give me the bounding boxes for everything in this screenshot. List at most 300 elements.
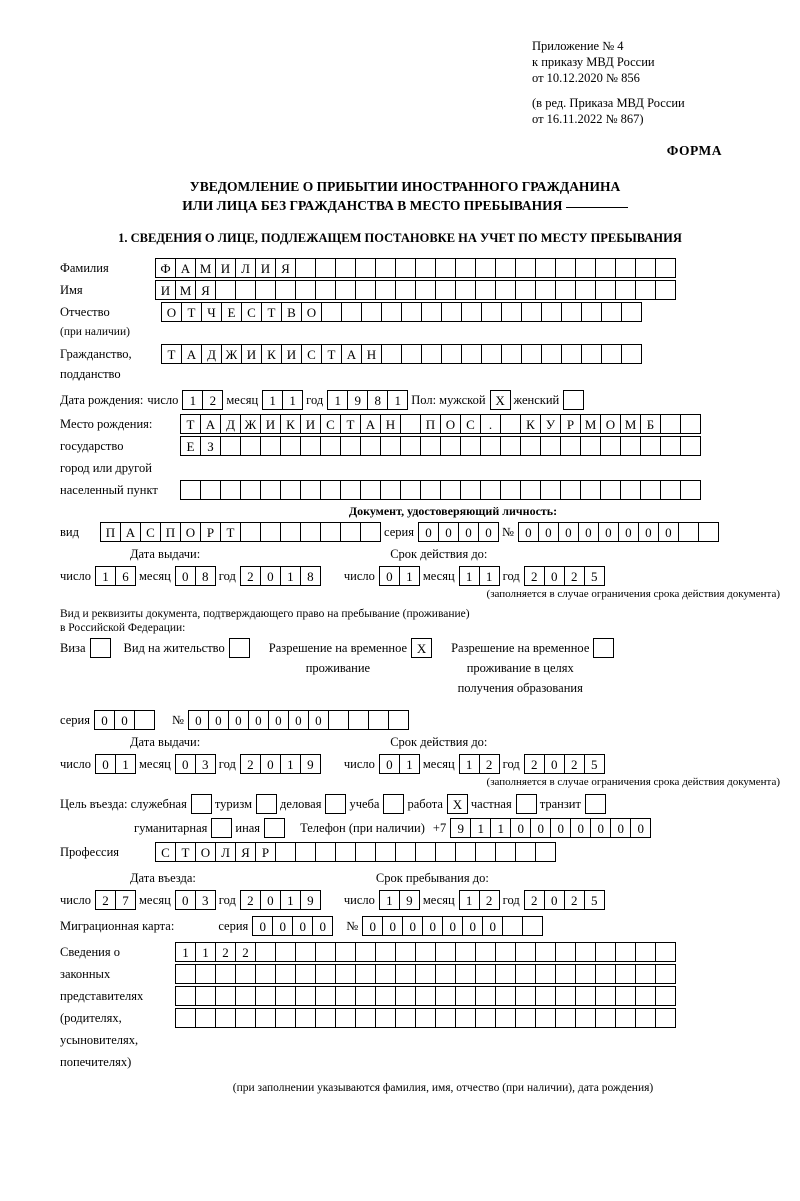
cell[interactable] [415, 964, 436, 984]
cell[interactable]: 1 [379, 890, 400, 910]
cell[interactable] [421, 302, 442, 322]
purpose-service-checkbox[interactable] [191, 794, 211, 814]
cell[interactable] [435, 1008, 456, 1028]
cell[interactable] [260, 522, 281, 542]
cell[interactable] [580, 480, 601, 500]
purpose-transit-checkbox[interactable] [585, 794, 605, 814]
cell[interactable]: 1 [387, 390, 408, 410]
cell[interactable]: 0 [248, 710, 269, 730]
cell[interactable] [680, 480, 701, 500]
cell[interactable] [295, 258, 316, 278]
cell[interactable]: 0 [188, 710, 209, 730]
cell[interactable] [320, 522, 341, 542]
cell[interactable] [515, 842, 536, 862]
cell[interactable]: 1 [282, 390, 303, 410]
doc-valid-day-input[interactable] [379, 566, 419, 586]
legal-rep-row-2[interactable] [175, 964, 675, 984]
cell[interactable]: Р [200, 522, 221, 542]
cell[interactable] [215, 986, 236, 1006]
cell[interactable]: 2 [240, 890, 261, 910]
cell[interactable]: 0 [638, 522, 659, 542]
cell[interactable]: 2 [240, 754, 261, 774]
cell[interactable] [335, 942, 356, 962]
cell[interactable] [620, 480, 641, 500]
cell[interactable] [415, 942, 436, 962]
cell[interactable]: Е [180, 436, 201, 456]
cell[interactable]: 0 [590, 818, 611, 838]
cell[interactable] [621, 344, 642, 364]
cell[interactable] [175, 1008, 196, 1028]
cell[interactable] [255, 1008, 276, 1028]
cell[interactable] [395, 1008, 416, 1028]
cell[interactable] [255, 942, 276, 962]
doc-valid-month-input[interactable] [459, 566, 499, 586]
cell[interactable] [555, 942, 576, 962]
cell[interactable] [481, 302, 502, 322]
cell[interactable]: М [195, 258, 216, 278]
cell[interactable] [475, 1008, 496, 1028]
cell[interactable]: Л [215, 842, 236, 862]
cell[interactable] [535, 258, 556, 278]
cell[interactable] [500, 414, 521, 434]
cell[interactable] [495, 258, 516, 278]
cell[interactable] [180, 480, 201, 500]
cell[interactable]: 5 [584, 890, 605, 910]
cell[interactable] [655, 964, 676, 984]
cell[interactable] [515, 964, 536, 984]
cell[interactable]: 1 [280, 890, 301, 910]
cell[interactable] [90, 638, 111, 658]
cell[interactable]: Я [195, 280, 216, 300]
cell[interactable]: Я [235, 842, 256, 862]
cell[interactable] [401, 344, 422, 364]
cell[interactable] [300, 480, 321, 500]
cell[interactable]: У [540, 414, 561, 434]
cell[interactable] [575, 942, 596, 962]
cell[interactable]: 0 [94, 710, 115, 730]
cell[interactable] [595, 258, 616, 278]
cell[interactable] [300, 522, 321, 542]
cell[interactable] [600, 480, 621, 500]
cell[interactable]: 1 [95, 566, 116, 586]
cell[interactable] [335, 842, 356, 862]
cell[interactable] [315, 842, 336, 862]
cell[interactable]: Я [275, 258, 296, 278]
cell[interactable] [595, 1008, 616, 1028]
cell[interactable] [575, 258, 596, 278]
cell[interactable]: 8 [195, 566, 216, 586]
cell[interactable] [535, 986, 556, 1006]
permit-issue-month-input[interactable] [175, 754, 215, 774]
cell[interactable] [615, 280, 636, 300]
cell[interactable] [220, 480, 241, 500]
cell[interactable]: 0 [550, 818, 571, 838]
cell[interactable]: 2 [564, 566, 585, 586]
cell[interactable]: Е [221, 302, 242, 322]
doc-number-input[interactable] [518, 522, 718, 542]
cell[interactable]: И [255, 258, 276, 278]
cell[interactable] [295, 942, 316, 962]
cell[interactable] [455, 280, 476, 300]
cell[interactable]: 0 [630, 818, 651, 838]
cell[interactable] [515, 942, 536, 962]
cell[interactable] [315, 1008, 336, 1028]
cell[interactable] [380, 480, 401, 500]
cell[interactable]: П [420, 414, 441, 434]
cell[interactable] [593, 638, 614, 658]
cell[interactable] [575, 280, 596, 300]
cell[interactable] [280, 522, 301, 542]
cell[interactable] [520, 480, 541, 500]
cell[interactable] [560, 436, 581, 456]
cell[interactable] [215, 280, 236, 300]
cell[interactable]: Ф [155, 258, 176, 278]
cell[interactable]: 2 [95, 890, 116, 910]
cell[interactable] [461, 344, 482, 364]
cell[interactable] [440, 436, 461, 456]
cell[interactable] [435, 842, 456, 862]
cell[interactable]: С [140, 522, 161, 542]
cell[interactable] [495, 986, 516, 1006]
migration-number-input[interactable] [362, 916, 542, 936]
legal-rep-row-4[interactable] [175, 1008, 675, 1028]
cell[interactable] [381, 302, 402, 322]
cell[interactable] [355, 986, 376, 1006]
cell[interactable]: . [480, 414, 501, 434]
cell[interactable]: 0 [308, 710, 329, 730]
cell[interactable]: 0 [544, 754, 565, 774]
cell[interactable]: 2 [524, 566, 545, 586]
cell[interactable] [335, 986, 356, 1006]
cell[interactable] [535, 842, 556, 862]
purpose-other-checkbox[interactable] [264, 818, 284, 838]
doc-type-input[interactable] [100, 522, 380, 542]
cell[interactable]: И [260, 414, 281, 434]
cell[interactable]: 0 [312, 916, 333, 936]
cell[interactable]: 0 [272, 916, 293, 936]
cell[interactable] [175, 964, 196, 984]
cell[interactable] [381, 344, 402, 364]
cell[interactable] [678, 522, 699, 542]
cell[interactable] [561, 344, 582, 364]
cell[interactable] [460, 480, 481, 500]
cell[interactable]: Р [255, 842, 276, 862]
cell[interactable]: Ч [201, 302, 222, 322]
cell[interactable] [515, 986, 536, 1006]
permit-valid-day-input[interactable] [379, 754, 419, 774]
cell[interactable] [563, 390, 584, 410]
cell[interactable]: 3 [195, 890, 216, 910]
cell[interactable]: 1 [262, 390, 283, 410]
purpose-business-checkbox[interactable] [325, 794, 345, 814]
cell[interactable]: К [520, 414, 541, 434]
cell[interactable]: 0 [598, 522, 619, 542]
cell[interactable]: 0 [442, 916, 463, 936]
patronymic-input[interactable] [161, 302, 641, 322]
cell[interactable] [480, 436, 501, 456]
cell[interactable] [195, 986, 216, 1006]
permit-series-input[interactable] [94, 710, 154, 730]
cell[interactable]: А [341, 344, 362, 364]
birthplace-city-input[interactable] [180, 436, 700, 456]
cell[interactable]: 0 [228, 710, 249, 730]
cell[interactable]: 9 [450, 818, 471, 838]
cell[interactable] [295, 1008, 316, 1028]
cell[interactable] [275, 280, 296, 300]
cell[interactable]: О [161, 302, 182, 322]
cell[interactable] [235, 964, 256, 984]
cell[interactable]: Т [340, 414, 361, 434]
cell[interactable] [295, 280, 316, 300]
cell[interactable] [455, 942, 476, 962]
cell[interactable] [522, 916, 543, 936]
cell[interactable] [495, 1008, 516, 1028]
cell[interactable]: З [200, 436, 221, 456]
cell[interactable] [401, 302, 422, 322]
cell[interactable]: М [175, 280, 196, 300]
cell[interactable]: 0 [208, 710, 229, 730]
cell[interactable] [420, 480, 441, 500]
cell[interactable]: Ж [221, 344, 242, 364]
cell[interactable]: О [600, 414, 621, 434]
doc-issue-year-input[interactable] [240, 566, 320, 586]
cell[interactable] [175, 986, 196, 1006]
cell[interactable] [541, 302, 562, 322]
cell[interactable]: 3 [195, 754, 216, 774]
cell[interactable]: X [490, 390, 511, 410]
cell[interactable]: С [301, 344, 322, 364]
cell[interactable] [295, 842, 316, 862]
cell[interactable] [500, 436, 521, 456]
cell[interactable] [240, 522, 261, 542]
cell[interactable] [615, 964, 636, 984]
cell[interactable] [560, 480, 581, 500]
cell[interactable]: Д [220, 414, 241, 434]
cell[interactable]: 9 [300, 754, 321, 774]
cell[interactable] [515, 258, 536, 278]
cell[interactable]: 1 [115, 754, 136, 774]
cell[interactable] [535, 280, 556, 300]
stay-month-input[interactable] [459, 890, 499, 910]
purpose-study-checkbox[interactable] [383, 794, 403, 814]
cell[interactable]: О [301, 302, 322, 322]
cell[interactable] [275, 964, 296, 984]
cell[interactable]: А [360, 414, 381, 434]
cell[interactable] [581, 302, 602, 322]
cell[interactable] [516, 794, 537, 814]
cell[interactable]: 0 [544, 890, 565, 910]
cell[interactable]: 0 [379, 754, 400, 774]
cell[interactable] [415, 986, 436, 1006]
cell[interactable]: 0 [610, 818, 631, 838]
cell[interactable] [501, 302, 522, 322]
birth-day-input[interactable] [182, 390, 222, 410]
cell[interactable] [655, 986, 676, 1006]
cell[interactable] [495, 842, 516, 862]
cell[interactable] [535, 964, 556, 984]
cell[interactable] [320, 436, 341, 456]
cell[interactable] [435, 258, 456, 278]
cell[interactable] [440, 480, 461, 500]
permit-issue-day-input[interactable] [95, 754, 135, 774]
cell[interactable] [355, 942, 376, 962]
cell[interactable]: 0 [379, 566, 400, 586]
birth-year-input[interactable] [327, 390, 407, 410]
cell[interactable]: 2 [240, 566, 261, 586]
cell[interactable]: 1 [399, 754, 420, 774]
cell[interactable] [502, 916, 523, 936]
cell[interactable] [355, 842, 376, 862]
cell[interactable]: X [411, 638, 432, 658]
cell[interactable] [475, 942, 496, 962]
cell[interactable]: Т [220, 522, 241, 542]
cell[interactable] [495, 280, 516, 300]
cell[interactable] [395, 258, 416, 278]
cell[interactable]: И [241, 344, 262, 364]
cell[interactable]: 0 [422, 916, 443, 936]
cell[interactable] [355, 1008, 376, 1028]
cell[interactable] [475, 258, 496, 278]
cell[interactable] [315, 280, 336, 300]
cell[interactable] [575, 964, 596, 984]
cell[interactable] [521, 344, 542, 364]
cell[interactable]: 0 [418, 522, 439, 542]
cell[interactable] [615, 942, 636, 962]
cell[interactable]: 0 [558, 522, 579, 542]
cell[interactable]: 0 [382, 916, 403, 936]
cell[interactable] [620, 436, 641, 456]
doc-series-input[interactable] [418, 522, 498, 542]
cell[interactable]: 0 [252, 916, 273, 936]
cell[interactable] [315, 986, 336, 1006]
cell[interactable] [220, 436, 241, 456]
cell[interactable]: 2 [479, 890, 500, 910]
cell[interactable] [395, 842, 416, 862]
cell[interactable] [435, 942, 456, 962]
cell[interactable] [680, 436, 701, 456]
cell[interactable] [320, 480, 341, 500]
cell[interactable] [240, 480, 261, 500]
cell[interactable]: 8 [367, 390, 388, 410]
cell[interactable] [315, 964, 336, 984]
cell[interactable] [475, 280, 496, 300]
cell[interactable] [555, 1008, 576, 1028]
cell[interactable]: 1 [280, 754, 301, 774]
cell[interactable]: 1 [327, 390, 348, 410]
purpose-humanitarian-checkbox[interactable] [211, 818, 231, 838]
cell[interactable] [215, 1008, 236, 1028]
cell[interactable]: 6 [115, 566, 136, 586]
cell[interactable] [264, 818, 285, 838]
cell[interactable] [325, 794, 346, 814]
cell[interactable] [195, 964, 216, 984]
cell[interactable] [200, 480, 221, 500]
cell[interactable]: Т [161, 344, 182, 364]
cell[interactable] [635, 964, 656, 984]
cell[interactable] [360, 522, 381, 542]
purpose-tourism-checkbox[interactable] [256, 794, 276, 814]
citizenship-input[interactable] [161, 344, 641, 364]
cell[interactable]: 0 [658, 522, 679, 542]
cell[interactable] [635, 942, 656, 962]
cell[interactable]: А [181, 344, 202, 364]
cell[interactable] [300, 436, 321, 456]
cell[interactable]: 1 [459, 754, 480, 774]
cell[interactable] [635, 280, 656, 300]
cell[interactable]: С [460, 414, 481, 434]
cell[interactable]: С [241, 302, 262, 322]
cell[interactable] [375, 258, 396, 278]
cell[interactable]: 2 [564, 754, 585, 774]
cell[interactable]: Т [175, 842, 196, 862]
cell[interactable]: 1 [175, 942, 196, 962]
doc-valid-year-input[interactable] [524, 566, 604, 586]
cell[interactable] [555, 280, 576, 300]
entry-day-input[interactable] [95, 890, 135, 910]
migration-series-input[interactable] [252, 916, 332, 936]
cell[interactable] [680, 414, 701, 434]
cell[interactable] [441, 302, 462, 322]
cell[interactable]: 2 [564, 890, 585, 910]
cell[interactable] [260, 436, 281, 456]
cell[interactable]: Т [181, 302, 202, 322]
cell[interactable] [335, 1008, 356, 1028]
cell[interactable] [335, 964, 356, 984]
cell[interactable] [340, 522, 361, 542]
cell[interactable] [420, 436, 441, 456]
entry-year-input[interactable] [240, 890, 320, 910]
cell[interactable] [455, 964, 476, 984]
cell[interactable]: О [195, 842, 216, 862]
cell[interactable] [435, 280, 456, 300]
cell[interactable] [475, 964, 496, 984]
cell[interactable]: С [155, 842, 176, 862]
cell[interactable] [368, 710, 389, 730]
cell[interactable] [335, 280, 356, 300]
sex-male-checkbox[interactable] [490, 390, 510, 410]
residence-permit-checkbox[interactable] [229, 638, 249, 658]
cell[interactable] [635, 1008, 656, 1028]
cell[interactable] [400, 436, 421, 456]
cell[interactable] [400, 414, 421, 434]
cell[interactable]: П [160, 522, 181, 542]
cell[interactable] [195, 1008, 216, 1028]
cell[interactable]: Ж [240, 414, 261, 434]
cell[interactable] [640, 480, 661, 500]
cell[interactable]: Д [201, 344, 222, 364]
cell[interactable] [383, 794, 404, 814]
cell[interactable] [355, 258, 376, 278]
cell[interactable] [321, 302, 342, 322]
cell[interactable] [501, 344, 522, 364]
cell[interactable] [655, 258, 676, 278]
cell[interactable]: 2 [215, 942, 236, 962]
cell[interactable]: В [281, 302, 302, 322]
cell[interactable]: О [440, 414, 461, 434]
cell[interactable] [341, 302, 362, 322]
permit-valid-month-input[interactable] [459, 754, 499, 774]
cell[interactable] [340, 436, 361, 456]
cell[interactable] [275, 942, 296, 962]
cell[interactable] [595, 986, 616, 1006]
cell[interactable] [380, 436, 401, 456]
cell[interactable] [415, 842, 436, 862]
cell[interactable]: X [447, 794, 468, 814]
cell[interactable] [441, 344, 462, 364]
cell[interactable] [455, 986, 476, 1006]
cell[interactable]: 0 [570, 818, 591, 838]
cell[interactable] [191, 794, 212, 814]
